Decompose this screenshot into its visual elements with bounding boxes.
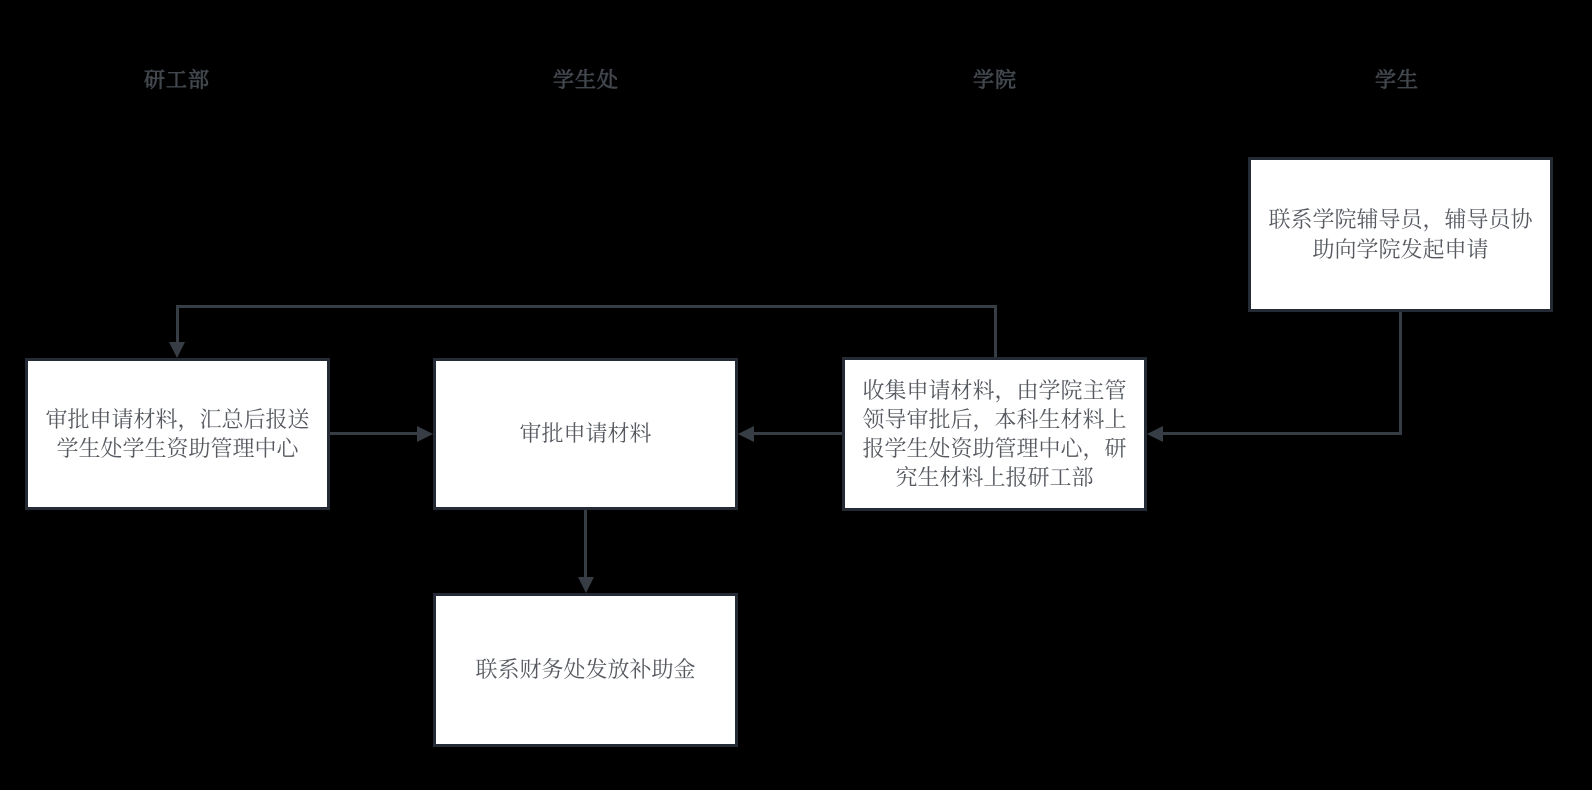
edge-xueyuan-to-yangongbu-segment-up [994, 307, 997, 357]
flow-node-xueyuan-collect-label: 收集申请材料，由学院主管领导审批后，本科生材料上报学生处资助管理中心，研究生材料上报研工部 [862, 377, 1127, 491]
edge-xueshengchu-to-pay-segment [584, 510, 587, 578]
flow-node-xueshengchu-pay [433, 593, 738, 747]
flow-node-xueshengchu-approve [433, 358, 738, 510]
lane-header-xueyuan: 学院 [973, 69, 1017, 92]
flow-node-yangongbu-approve [25, 358, 330, 510]
edge-xuesheng-to-xueyuan-segment-across [1162, 432, 1402, 435]
flow-node-xueshengchu-approve-label: 审批申请材料 [519, 421, 652, 447]
edge-xueyuan-to-yangongbu-segment-down [176, 305, 179, 342]
lane-header-xueshengchu: 学生处 [553, 69, 619, 92]
flow-node-xuesheng-contact [1248, 157, 1553, 312]
edge-xueyuan-to-yangongbu-arrowhead [169, 342, 185, 358]
edge-xueyuan-to-yangongbu-segment-across [176, 305, 997, 308]
edge-xueshengchu-to-pay-arrowhead [578, 577, 594, 593]
edge-xuesheng-to-xueyuan-arrowhead [1147, 426, 1163, 442]
edge-xueyuan-to-xueshengchu-arrowhead [738, 426, 754, 442]
edge-yangongbu-to-xueshengchu-segment [330, 432, 418, 435]
edge-xuesheng-to-xueyuan-segment-down [1399, 312, 1402, 435]
edge-xueyuan-to-xueshengchu-segment [753, 432, 842, 435]
flow-node-yangongbu-approve-label: 审批申请材料，汇总后报送学生处学生资助管理中心 [45, 406, 310, 461]
flow-node-xueshengchu-pay-label: 联系财务处发放补助金 [475, 657, 696, 683]
edge-yangongbu-to-xueshengchu-arrowhead [417, 426, 433, 442]
flow-node-xuesheng-contact-label: 联系学院辅导员，辅导员协助向学院发起申请 [1268, 207, 1533, 262]
lane-header-xuesheng: 学生 [1375, 69, 1419, 92]
lane-header-yangongbu: 研工部 [144, 69, 210, 92]
flow-node-xueyuan-collect [842, 357, 1147, 511]
